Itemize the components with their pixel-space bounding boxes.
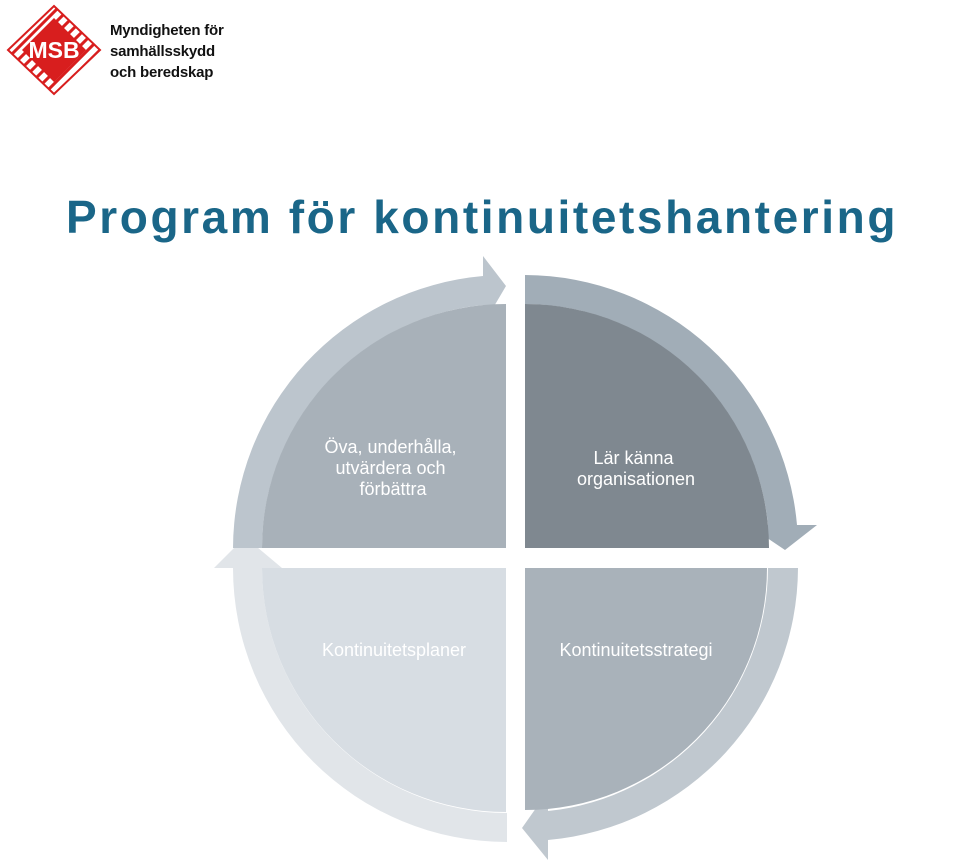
quadrant-label-top-right <box>577 448 695 489</box>
quadrant-label-bottom-right <box>559 640 712 660</box>
quadrant-label-line: förbättra <box>359 479 427 499</box>
quadrant-top-left <box>262 304 506 548</box>
quadrant-label-line: Kontinuitetsplaner <box>321 640 467 660</box>
page-title: Program för kontinuitetshantering <box>66 191 899 243</box>
logo-line: och beredskap <box>110 64 214 81</box>
logo-line: samhällsskydd <box>110 43 215 60</box>
quadrant-label-line: Öva, underhålla, <box>324 437 457 457</box>
logo-badge-text: MSB <box>28 37 80 63</box>
quadrant-label-line: organisationen <box>576 469 696 489</box>
quadrant-bottom-right <box>525 568 767 810</box>
logo-line: Myndigheten för <box>110 22 224 39</box>
quadrant-bottom-left <box>262 568 506 812</box>
quadrant-label-bottom-left <box>322 640 466 660</box>
quadrant-top-right <box>525 304 769 548</box>
quadrant-label-line: Lär känna <box>593 448 674 468</box>
quadrant-label-line: utvärdera och <box>335 458 446 478</box>
quadrant-label-line: Kontinuitetsstrategi <box>559 640 713 660</box>
